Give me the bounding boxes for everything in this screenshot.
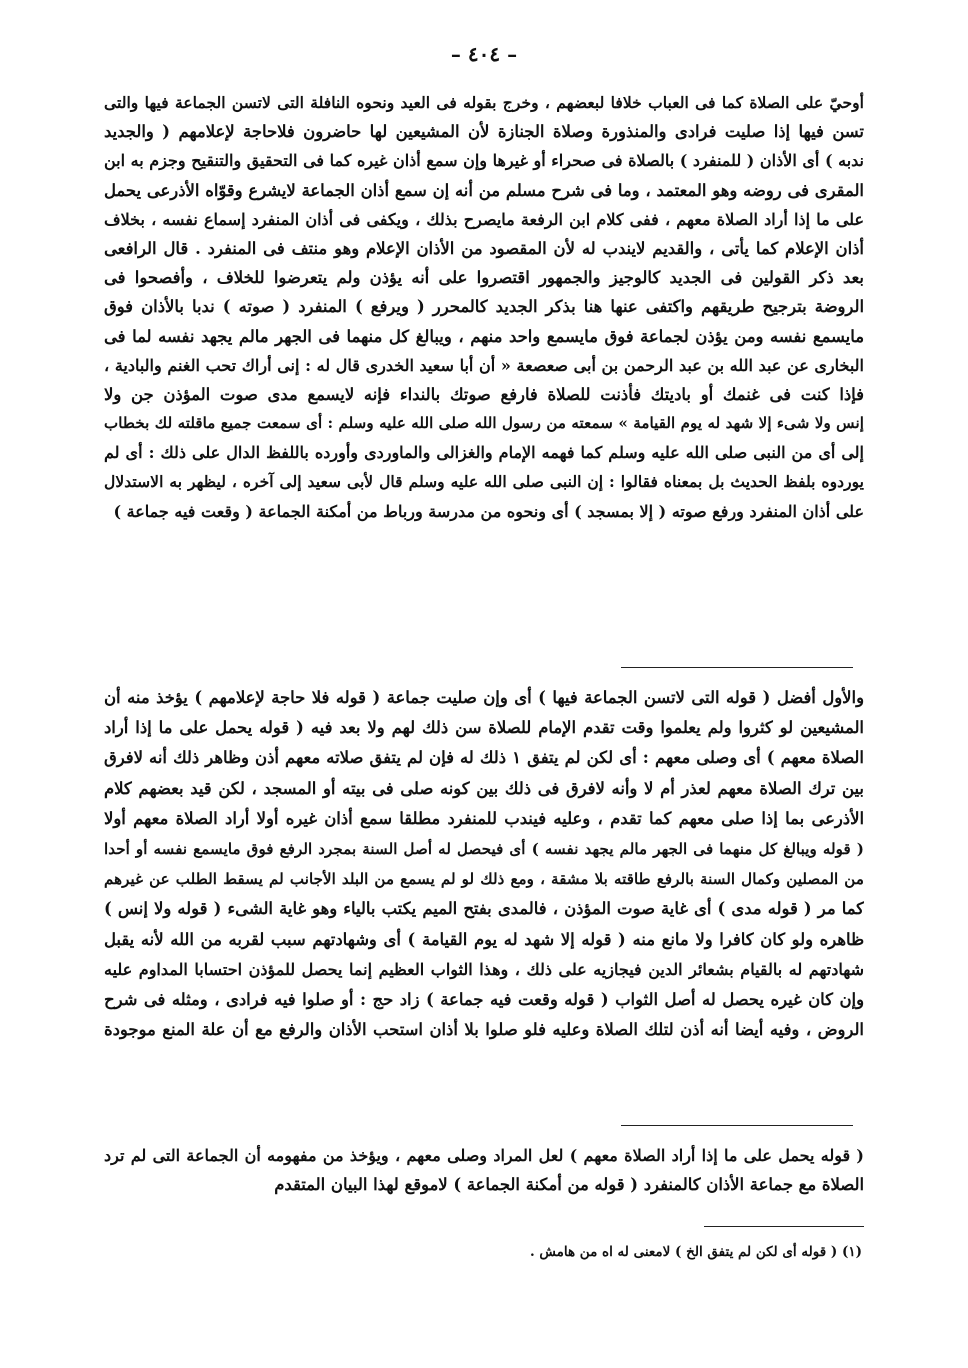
text-line: فإذا كنت فى غنمك أو باديتك فأذنت للصلاة فارفع صوتك بالنداء فإنه لايسمع مدى صوت المؤذن جن ولا — [104, 384, 864, 404]
section-divider — [621, 667, 853, 668]
commentary-line: ( قوله ويبالغ كل منهما فى الجهر مالم يجهد نفسه ) أى فيحصل له أصل السنة بمجرد الرفع فوق مايسمع نفسه أو أحدا — [104, 839, 864, 858]
main-text-block — [104, 88, 864, 526]
text-line: أوحيّ على الصلاة كما فى العباب خلافا لبعضهم ، وخرج بقوله فى العيد ونحوه النافلة التى لاتسن الجماعة فيها والتى — [104, 93, 864, 112]
commentary-line: ( قوله يحمل على ما إذا أراد الصلاة معهم ) لعل المراد وصلى معهم ، ويؤخذ من مفهومه أن الجماعة التى لم ترد — [104, 1146, 864, 1165]
text-line: تسن فيها إذا صليت فرادى والمنذورة وصلاة الجنازة لأن المشيعين لها حاضرون فلاحاجة لإعلامهم ( والجديد — [104, 122, 864, 142]
text-line: البخارى عن عبد الله بن عبد الرحمن بن أبى صعصعة « أن أبا سعيد الخدرى قال له : إنى أراك تحب الغنم والبادية ، — [104, 355, 864, 375]
text-line: بعد ذكر القولين فى الجديد كالوجيز والجمهور اقتصروا على أنه يؤذن ولم يتعرضوا للخلاف ، وأفصحوا فى — [104, 268, 864, 288]
text-line: إلى أى من النبى صلى الله عليه وسلم كما فهمه الإمام والغزالى والماوردى وأورده باللفظ الدال على ذلك : أى لم — [104, 443, 864, 463]
commentary-line: والأول أفضل ( قوله التى لاتسن الجماعة فيها ) أى وإن صليت جماعة ( قوله فلا حاجة لإعلامهم ) يؤخذ منه أن — [104, 688, 864, 707]
text-line: ندبه ) أى الأذان ( للمنفرد ) بالصلاة فى صحراء أو غيرها وإن سمع أذان غيره كما فى التحقيق والتنقيح وجزم به ابن — [104, 151, 864, 171]
text-line: يوردوه بلفظ الحديث بل بمعناه فقالوا : إن النبى صلى الله عليه وسلم قال لأبى سعيد إلى آخره ، ليظهر به الاستدلال — [104, 472, 864, 492]
text-line: المقرى فى روضه وهو المعتمد ، وما فى شرح مسلم من أنه إن سمع أذان الجماعة لايشرع وقوّاه الأذرعى يحمل — [104, 180, 864, 200]
commentary-line: من المصلين وكمال السنة بالرفع طاقته بلا مشقة ، ومع ذلك لو لم يسمع من البلد الأجانب لم يسقط الطلب عن غيرهم — [104, 870, 864, 889]
commentary-line: الصلاة معهم ) أى وصلى معهم : أى لكن لم يتفق ١ ذلك له فإن لم يتفق صلاته معهم أذن وظاهر ذلك أنه لافرق — [104, 748, 864, 768]
page-number: – ٤٠٤ – — [450, 42, 518, 66]
commentary-block — [104, 683, 864, 1045]
commentary-line: وإن كان غيره يحصل له أصل الثواب ( قوله وقعت فيه جماعة ) زاد حج : أو صلوا فيه فرادى ، ومثله فى شرح — [104, 989, 864, 1009]
commentary-line: المشيعين لو كثروا ولم يعلموا وقت تقدم الإمام للصلاة سن ذلك لهم ولا بعد فيه ( قوله يحمل على ما إذا أراد — [104, 718, 864, 738]
commentary-line: الروض ، وفيه أيضا أنه أذن لتلك الصلاة وعليه فلو صلوا بلا أذان استحب الأذان والرفع مع أن علة المنع موجودة — [104, 1020, 864, 1040]
text-line: أذان الإعلام كما يأتى ، والقديم لايندب له لأن المقصود من الأذان الإعلام وهو منتف فى المنفرد . قال الرافعى — [104, 238, 864, 258]
secondary-commentary-block — [104, 1141, 864, 1199]
text-line: إنس ولا شىء إلا شهد له يوم القيامة » سمعته من رسول الله صلى الله عليه وسلم : أى سمعت جميع ماقلته لك بخطاب — [104, 414, 864, 433]
commentary-line: شهادتهم له بالقيام بشعائر الدين فيجازيه على ذلك ، وهذا الثواب العظيم إنما يحصل للمؤذن احتسابا المداوم عليه — [104, 959, 864, 979]
commentary-line: الصلاة مع جماعة الأذان كالمنفرد ( قوله من أمكنة الجماعة ) لاموقع لهذا البيان المتقدم — [274, 1175, 864, 1194]
text-line: الروضة بترجيح طريقهم واكتفى عنها هنا بذكر الجديد كالمحرر ( ويرفع ) المنفرد ( صوته ) ندبا بالأذان فوق — [104, 297, 864, 317]
commentary-line: ظاهره ولو كان كافرا ولا مانع منه ( قوله إلا شهد له يوم القيامة ) أى وشهادتهم سبب لقربه من الله لأنه يقبل — [104, 929, 864, 949]
commentary-line: كما مر ( قوله مدى ) أى غاية صوت المؤذن ، فالمدى بفتح الميم يكتب بالياء وهو غاية الشىء ( قوله ولا إنس ) — [104, 899, 864, 919]
commentary-line: الأذرعى بما إذا صلى معهم كما تقدم ، وعليه فيندب للمنفرد مطلقا سمع أذان غيره أولا أراد الصلاة معهم أولا — [104, 808, 864, 828]
text-line: على أذان المنفرد ورفع صوته ( إلا بمسجد ) أى ونحوه من مدرسة ورباط من أمكنة الجماعة ( وقعت فيه جماعة ) — [113, 501, 864, 521]
section-divider — [621, 1125, 853, 1126]
commentary-line: بين ترك الصلاة معهم لعذر أم لا وأنه لافرق فى ذلك بين كونه صلى فى بيته أو المسجد ، لكن قيد بعضهم كلام — [104, 778, 864, 798]
footnote: (١) ( قوله أى لكن لم يتفق الخ ) لامعنى له اه من هامش . — [530, 1244, 862, 1260]
text-line: على ما إذا أراد الصلاة معهم ، ففى كلام ابن الرفعة مايصرح بذلك ، ويكفى فى أذان المنفرد إسماع نفسه ، بخلاف — [104, 209, 864, 229]
footnote-divider — [704, 1226, 864, 1227]
text-line: مايسمع نفسه ومن يؤذن لجماعة فوق مايسمع واحد منهم ، ويبالغ كل منهما فى الجهر مالم يجهد نفسه لما فى — [104, 326, 864, 346]
